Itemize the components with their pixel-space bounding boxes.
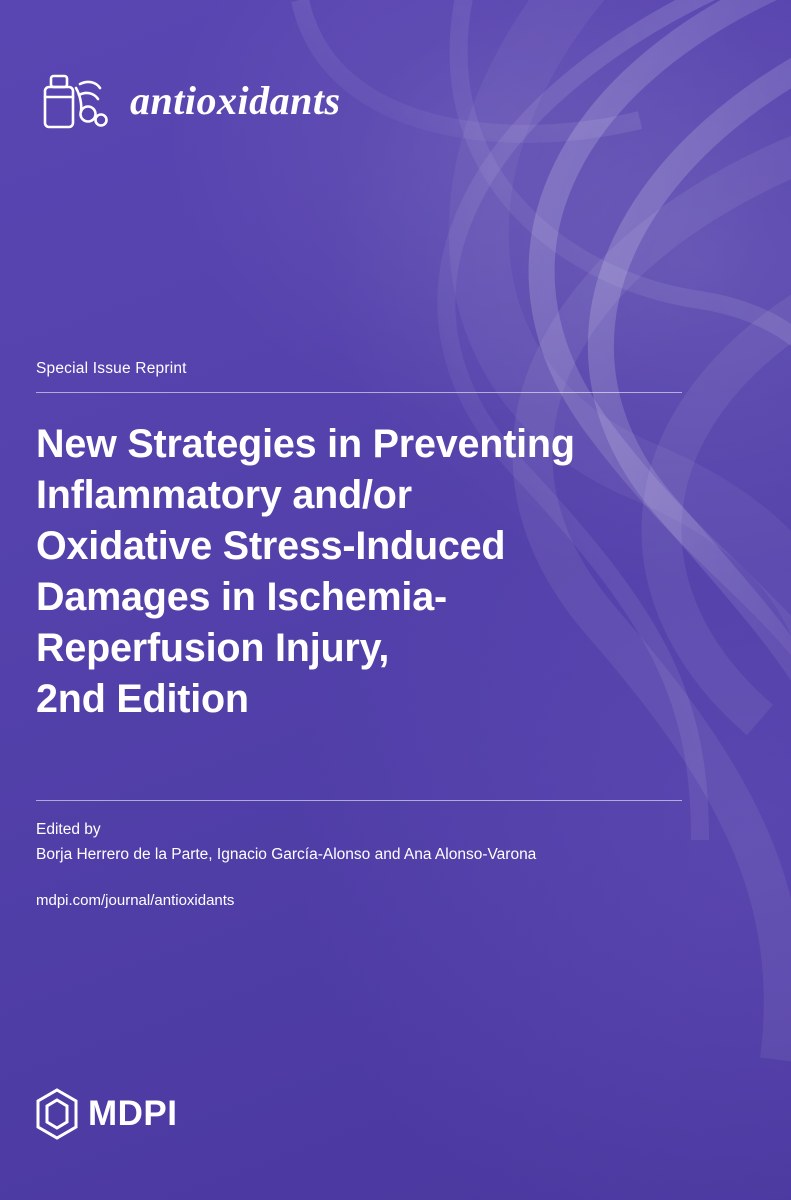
title-line: Oxidative Stress-Induced	[36, 523, 506, 568]
editor-names: Borja Herrero de la Parte, Ignacio García-Alonso and Ana Alonso-Varona	[36, 846, 537, 863]
divider-top	[36, 392, 682, 393]
title-line: Damages in Ischemia-	[36, 574, 447, 619]
cover-main	[36, 360, 681, 725]
divider-bottom	[36, 800, 682, 801]
publisher-name: MDPI	[88, 1094, 178, 1133]
cover-credits	[36, 800, 681, 909]
journal-title: antioxidants	[130, 77, 341, 123]
publisher-logo	[36, 1088, 178, 1140]
mdpi-hexagon-icon	[36, 1088, 78, 1140]
cover-header	[36, 64, 341, 136]
edited-by-label: Edited by	[36, 821, 101, 838]
journal-url[interactable]: mdpi.com/journal/antioxidants	[36, 891, 235, 909]
title-line: 2nd Edition	[36, 676, 249, 721]
special-issue-kicker: Special Issue Reprint	[36, 360, 187, 377]
page-title	[36, 419, 681, 725]
title-line: Inflammatory and/or	[36, 472, 412, 517]
title-line: New Strategies in Preventing	[36, 422, 575, 466]
supplement-bottle-berry-icon	[36, 64, 112, 136]
title-line: Reperfusion Injury,	[36, 625, 390, 670]
